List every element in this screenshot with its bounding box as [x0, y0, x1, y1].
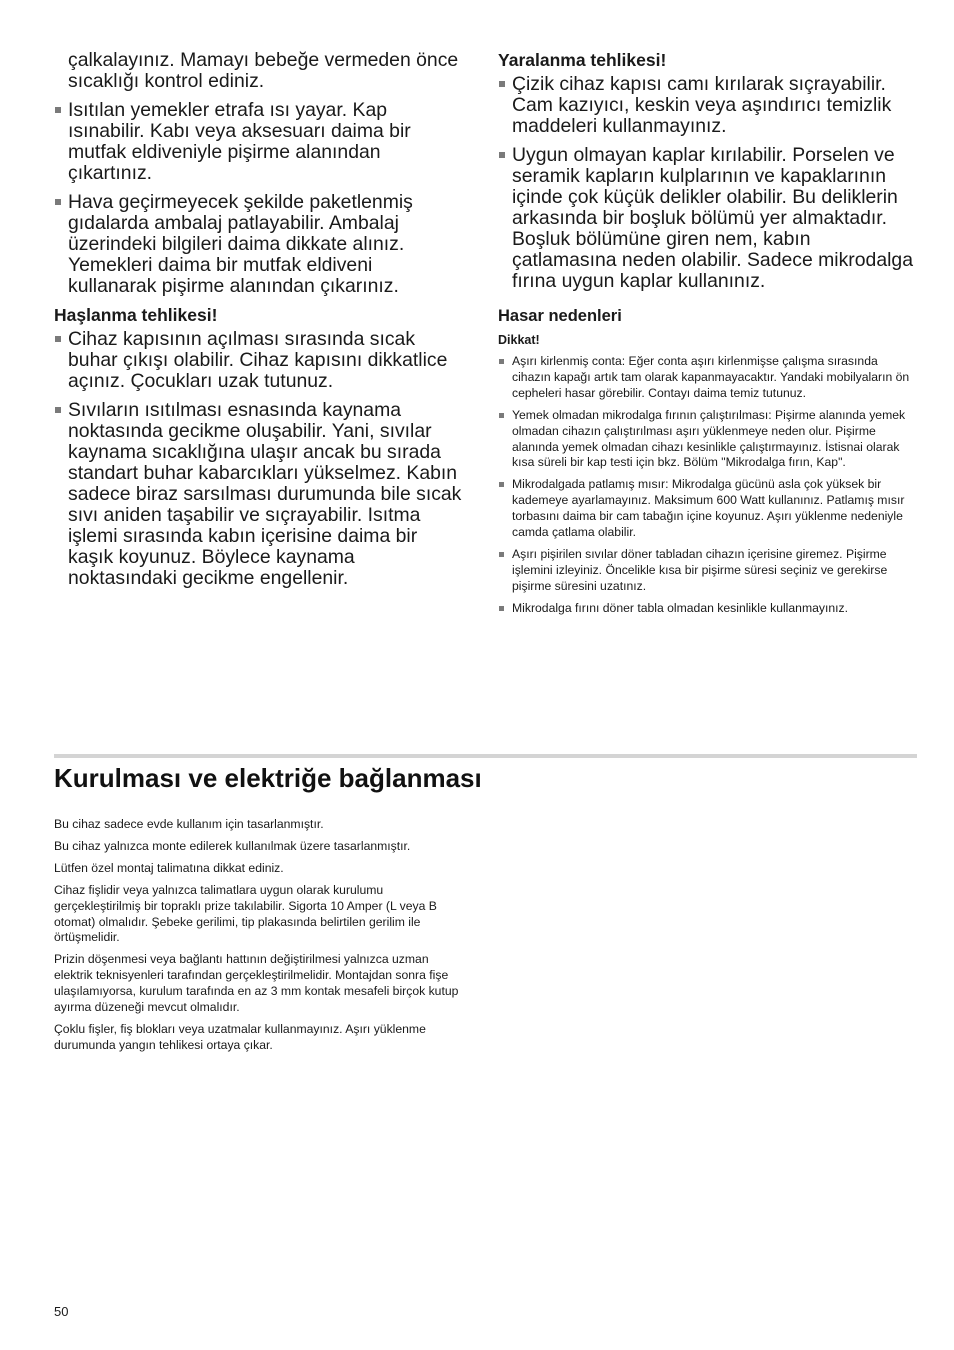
paragraph: Çoklu fişler, fiş blokları veya uzatmalar kullanmayınız. Aşırı yüklenme durumunda yangın tehlikesi ortaya çıkar. — [54, 1021, 426, 1052]
list-item: Isıtılan yemekler etrafa ısı yayar. Kap ısınabilir. Kabı veya aksesuarı daima bir mutfak eldiveniyle pişirme alanından çıkartınız. — [54, 100, 466, 184]
page-number: 50 — [54, 1304, 69, 1319]
paragraph: Lütfen özel montaj talimatına dikkat ediniz. — [54, 860, 284, 875]
right-column — [498, 50, 916, 623]
continuation-text: çalkalayınız. Mamayı bebeğe vermeden önce sıcaklığı kontrol ediniz. — [68, 49, 459, 92]
dikkat-subheading: Dikkat! — [498, 333, 540, 347]
section-divider — [54, 754, 917, 758]
paragraph: Prizin döşenmesi veya bağlantı hattının değiştirilmesi yalnızca uzman elektrik teknisyenleri tarafından gerçekleştirilmelidir. Montajdan sonra fişe ulaşılamıyorsa, kurulum tarafında en az 3 mm kontak mesafeli birçok kutup ayırma düzeneği mevcut olmalıdır. — [54, 952, 459, 1015]
list-item: Çizik cihaz kapısı camı kırılarak sıçrayabilir. Cam kazıyıcı, keskin veya aşındırıcı temizlik maddeleri kullanmayınız. — [498, 74, 916, 137]
list-item: Aşırı kirlenmiş conta: Eğer conta aşırı kirlenmişse çalışma sırasında cihazın kapağı artık tam olarak kapanmayacaktır. Yandaki mobilyaların ön cepheleri hasar görebilir. Contayı daima temiz tutunuz. — [498, 354, 916, 402]
list-item: Uygun olmayan kaplar kırılabilir. Porselen ve seramik kapların kulplarının ve kapaklarının içinde çok küçük delikler olabilir. Bu deliklerin arkasında bir boşluk bölümü yer almaktadır. Boşluk bölümüne giren nem, kabın çatlamasına neden olabilir. Sadece mikrodalga fırına uygun kaplar kullanınız. — [498, 145, 916, 292]
section-body — [54, 817, 466, 1060]
hasar-list — [498, 354, 916, 617]
list-item: Sıvıların ısıtılması esnasında kaynama noktasında gecikme oluşabilir. Yani, sıvılar kaynama sıcaklığına ulaşır ancak bu sırada standart buhar kabarcıkları yükselmez. Kabın sadece biraz sarsılması durumunda bile sıcak sıvı aniden taşabilir ve sıçrayabilir. Isıtma işlemi sırasında kabın içerisine daima bir kaşık koyunuz. Böylece kaynama noktasındaki gecikme engellenir. — [54, 400, 466, 589]
list-item: Yemek olmadan mikrodalga fırının çalıştırılması: Pişirme alanında yemek olmadan cihazın çalıştırılması aşırı yüklenmeye neden olur. Pişirme alanında yemek olmadan cihazı kesinlikle çalıştırmayınız. İstisnai olarak kısa süreli bir kap testi için bkz. Bölüm "Mikrodalga fırın, Kap". — [498, 408, 916, 472]
paragraph: Bu cihaz yalnızca monte edilerek kullanılmak üzere tasarlanmıştır. — [54, 838, 411, 853]
paragraph: Bu cihaz sadece evde kullanım için tasarlanmıştır. — [54, 817, 324, 831]
list-item: Mikrodalga fırını döner tabla olmadan kesinlikle kullanmayınız. — [498, 601, 916, 617]
yaralanma-list — [498, 74, 916, 292]
yaralanma-heading: Yaralanma tehlikesi! — [498, 50, 667, 70]
haslanma-list — [54, 329, 466, 589]
haslanma-heading: Haşlanma tehlikesi! — [54, 305, 218, 325]
hasar-heading: Hasar nedenleri — [498, 307, 622, 325]
list-item: Aşırı pişirilen sıvılar döner tabladan cihazın içerisine giremez. Pişirme işlemini izleyiniz. Öncelikle kısa bir pişirme süresi seçiniz ve gerekirse pişirme süresini uzatınız. — [498, 547, 916, 595]
list-item: Cihaz kapısının açılması sırasında sıcak buhar çıkışı olabilir. Cihaz kapısını dikkatlice açınız. Çocukları uzak tutunuz. — [54, 329, 466, 392]
list-item: Hava geçirmeyecek şekilde paketlenmiş gıdalarda ambalaj patlayabilir. Ambalaj üzerindeki bilgileri daima dikkate alınız. Yemekleri daima bir mutfak eldiveni kullanarak pişirme alanından çıkarınız. — [54, 192, 466, 297]
section-title: Kurulması ve elektriğe bağlanması — [54, 763, 482, 793]
left-column — [54, 50, 466, 597]
warning-list-top — [54, 100, 466, 297]
list-item: Mikrodalgada patlamış mısır: Mikrodalga gücünü asla çok yüksek bir kademeye ayarlamayınız. Maksimum 600 Watt kullanınız. Patlamış mısır torbasını daima bir cam tabağın içine koyunuz. Aşırı yüklenme nedeniyle camda çatlama olabilir. — [498, 477, 916, 541]
paragraph: Cihaz fişlidir veya yalnızca talimatlara uygun olarak kurulumu gerçekleştirilmiş bir topraklı prize takılabilir. Sigorta 10 Amper (L veya B otomat) olmalıdır. Şebeke gerilimi, tip plakasında belirtilen gerilim ile örtüşmelidir. — [54, 882, 437, 945]
